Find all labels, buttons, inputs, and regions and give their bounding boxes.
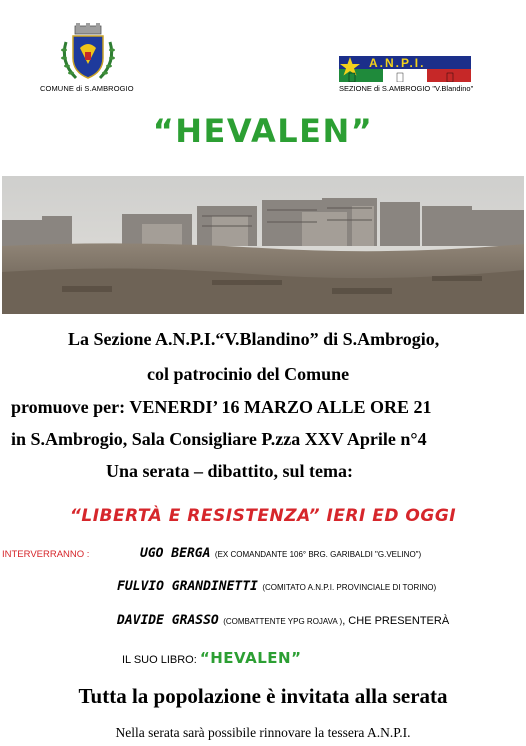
- membership-note: Nella serata sarà possibile rinnovare la tessera A.N.P.I.: [115, 725, 411, 740]
- speaker-desc: (COMITATO A.N.P.I. PROVINCIALE DI TORINO): [262, 583, 437, 592]
- speaker-name: UGO BERGA: [140, 546, 211, 561]
- speaker-tail: , CHE PRESENTERÀ: [342, 615, 450, 627]
- speaker-item: [117, 611, 449, 629]
- speaker-desc: (COMBATTENTE YPG ROJAVA ): [223, 617, 343, 626]
- book-line: [122, 649, 301, 667]
- organizer-line: La Sezione A.N.P.I.“V.Blandino” di S.Ambrogio,: [68, 329, 440, 349]
- speaker-desc: (EX COMANDANTE 106° BRG. GARIBALDI "G.VELINO"): [214, 550, 422, 559]
- event-type-line: Una serata – dibattito, sul tema:: [106, 461, 353, 481]
- coat-of-arms-icon: [58, 22, 118, 84]
- book-prefix: IL SUO LIBRO:: [122, 654, 197, 666]
- poster-title: “HEVALEN”: [152, 112, 374, 150]
- ruined-city-photo: [2, 176, 524, 314]
- coat-of-arms-caption: COMUNE di S.AMBROGIO: [40, 84, 134, 93]
- date-line: promuove per: VENERDI’ 16 MARZO ALLE ORE 21: [11, 397, 432, 417]
- speaker-item: [140, 544, 421, 562]
- anpi-wordmark: A.N.P.I.: [369, 56, 426, 70]
- speaker-name: DAVIDE GRASSO: [117, 613, 219, 628]
- patronage-line: col patrocinio del Comune: [147, 364, 350, 384]
- venue-line: in S.Ambrogio, Sala Consigliare P.zza XXV Aprile n°4: [11, 429, 427, 449]
- anpi-logo-icon: [339, 56, 471, 82]
- book-title: “HEVALEN”: [199, 649, 302, 667]
- speaker-item: [117, 577, 436, 595]
- speaker-name: FULVIO GRANDINETTI: [117, 579, 258, 594]
- speakers-label: INTERVERRANNO :: [2, 549, 90, 560]
- invitation-line: Tutta la popolazione è invitata alla serata: [78, 684, 448, 708]
- debate-theme: “LIBERTÀ E RESISTENZA” IERI ED OGGI: [69, 506, 457, 526]
- anpi-caption: SEZIONE di S.AMBROGIO "V.Blandino": [339, 84, 474, 93]
